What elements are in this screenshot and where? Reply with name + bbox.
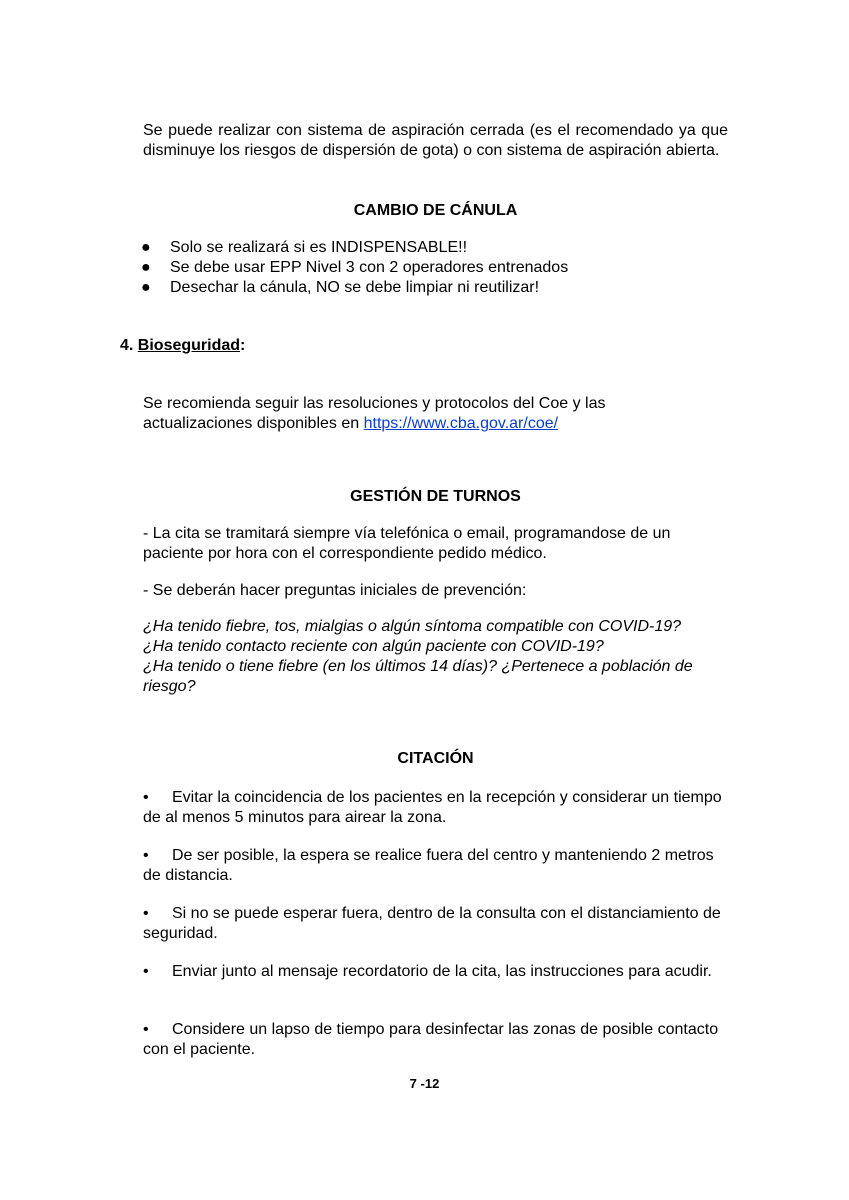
bullet-icon: •: [143, 789, 149, 806]
question-item: ¿Ha tenido contacto reciente con algún paciente con COVID-19?: [143, 638, 604, 655]
cambio-canula-list: [141, 238, 741, 298]
citacion-item: • Evitar la coincidencia de los pacientes en la recepción y considerar un tiempo de al menos 5 minutos para airear la zona.: [143, 789, 722, 826]
page-number: 7 -12: [409, 1076, 440, 1091]
bullet-icon: •: [143, 905, 149, 922]
citacion-item: • Considere un lapso de tiempo para desinfectar las zonas de posible contacto con el paciente.: [143, 1021, 719, 1058]
coe-link[interactable]: https://www.cba.gov.ar/coe/: [363, 415, 559, 432]
question-item: ¿Ha tenido o tiene fiebre (en los últimos 14 días)? ¿Pertenece a población de riesgo?: [143, 658, 693, 695]
section-title: Bioseguridad: [137, 337, 241, 354]
section-4-heading: [120, 336, 245, 356]
bullet-icon: ●: [141, 239, 151, 256]
gestion-paragraph-1: - La cita se tramitará siempre vía telefónica o email, programandose de un paciente por hora con el correspondiente pedido médico.: [143, 525, 671, 562]
prevention-questions: [143, 617, 728, 697]
citacion-item: • Si no se puede esperar fuera, dentro de la consulta con el distanciamiento de seguridad.: [143, 905, 721, 942]
list-item: ● Solo se realizará si es INDISPENSABLE!!: [141, 239, 468, 256]
bioseguridad-line-1: Se recomienda seguir las resoluciones y protocolos del Coe y las: [143, 395, 606, 412]
cambio-canula-heading: CAMBIO DE CÁNULA: [353, 202, 518, 219]
bioseguridad-text: [143, 394, 728, 434]
bullet-icon: •: [143, 847, 149, 864]
list-item: ● Desechar la cánula, NO se debe limpiar ni reutilizar!: [141, 279, 540, 296]
question-item: ¿Ha tenido fiebre, tos, mialgias o algún síntoma compatible con COVID-19?: [143, 618, 682, 635]
section-number: 4.: [120, 337, 134, 354]
section-colon: :: [240, 337, 246, 354]
citacion-heading: CITACIÓN: [397, 750, 474, 767]
intro-paragraph: Se puede realizar con sistema de aspiración cerrada (es el recomendado ya que disminuye los riesgos de dispersión de gota) o con sistema de aspiración abierta.: [143, 122, 728, 159]
gestion-paragraph-2: - Se deberán hacer preguntas iniciales de prevención:: [143, 582, 527, 599]
gestion-turnos-heading: GESTIÓN DE TURNOS: [350, 488, 521, 505]
citacion-item: • De ser posible, la espera se realice fuera del centro y manteniendo 2 metros de distancia.: [143, 847, 714, 884]
citacion-item: • Enviar junto al mensaje recordatorio de la cita, las instrucciones para acudir.: [143, 963, 712, 980]
bullet-icon: ●: [141, 279, 151, 296]
list-item: ● Se debe usar EPP Nivel 3 con 2 operadores entrenados: [141, 259, 569, 276]
bullet-icon: •: [143, 963, 149, 980]
bullet-icon: •: [143, 1021, 149, 1038]
bullet-icon: ●: [141, 259, 151, 276]
bioseguridad-line-2: actualizaciones disponibles en https://www.cba.gov.ar/coe/: [143, 415, 559, 432]
